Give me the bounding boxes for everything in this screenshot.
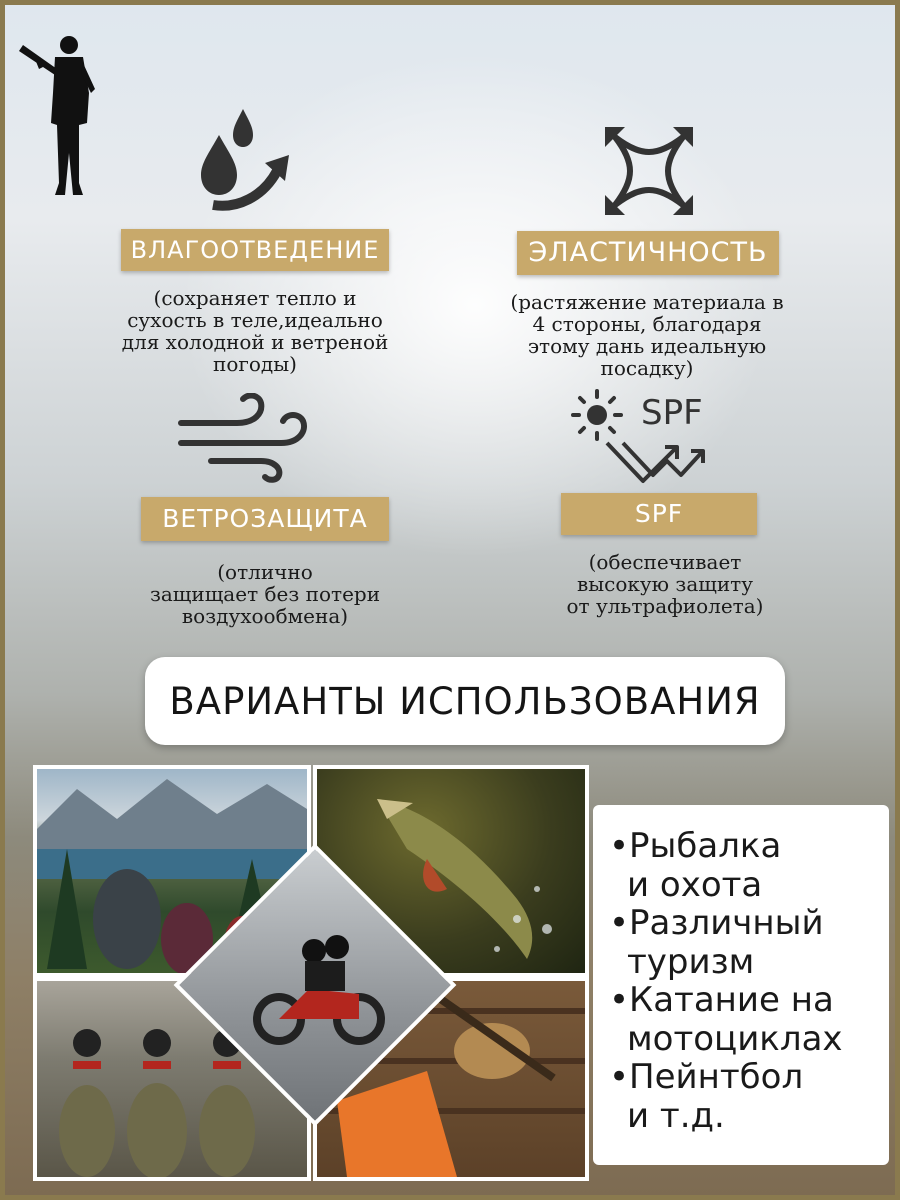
feature-badge-moisture: ВЛАГООТВЕДЕНИЕ: [121, 229, 389, 271]
usage-list-item: •Пейнтбол: [609, 1057, 804, 1097]
feature-badge-windproof: ВЕТРОЗАЩИТА: [141, 497, 389, 541]
usage-list-card: [593, 805, 889, 1165]
feature-desc-elasticity: (растяжение материала в 4 стороны, благодаря этому дань идеальную посадку): [510, 290, 784, 380]
feature-badge-elasticity: ЭЛАСТИЧНОСТЬ: [517, 231, 779, 275]
soldier-silhouette-icon: [17, 33, 107, 203]
feature-desc-spf: (обеспечивает высокую защиту от ультрафиолета): [566, 550, 764, 618]
usage-list-item: •Катание на: [609, 980, 834, 1020]
reflect-arrows-icon: [603, 437, 713, 489]
water-drops-arrow-icon: [187, 105, 302, 220]
wind-icon: [177, 393, 317, 483]
feature-desc-windproof: (отлично защищает без потери воздухообмена): [149, 560, 381, 628]
stretch-arrows-icon: [601, 123, 697, 219]
usage-list-item: и охота: [627, 864, 763, 905]
sun-spf-icon: [567, 387, 637, 443]
usage-list-item: •Рыбалка: [609, 826, 782, 866]
usage-list-item: туризм: [627, 941, 755, 982]
usage-list-item: •Различный: [609, 903, 824, 943]
usage-list-item: и т.д.: [627, 1095, 725, 1136]
feature-desc-moisture: (сохраняет тепло и сухость в теле,идеально для холодной и ветреной погоды): [121, 286, 389, 376]
spf-icon-label: SPF: [641, 393, 703, 433]
usage-title: ВАРИАНТЫ ИСПОЛЬЗОВАНИЯ: [145, 657, 785, 745]
feature-badge-spf: SPF: [561, 493, 757, 535]
usage-list-item: мотоциклах: [627, 1018, 843, 1059]
